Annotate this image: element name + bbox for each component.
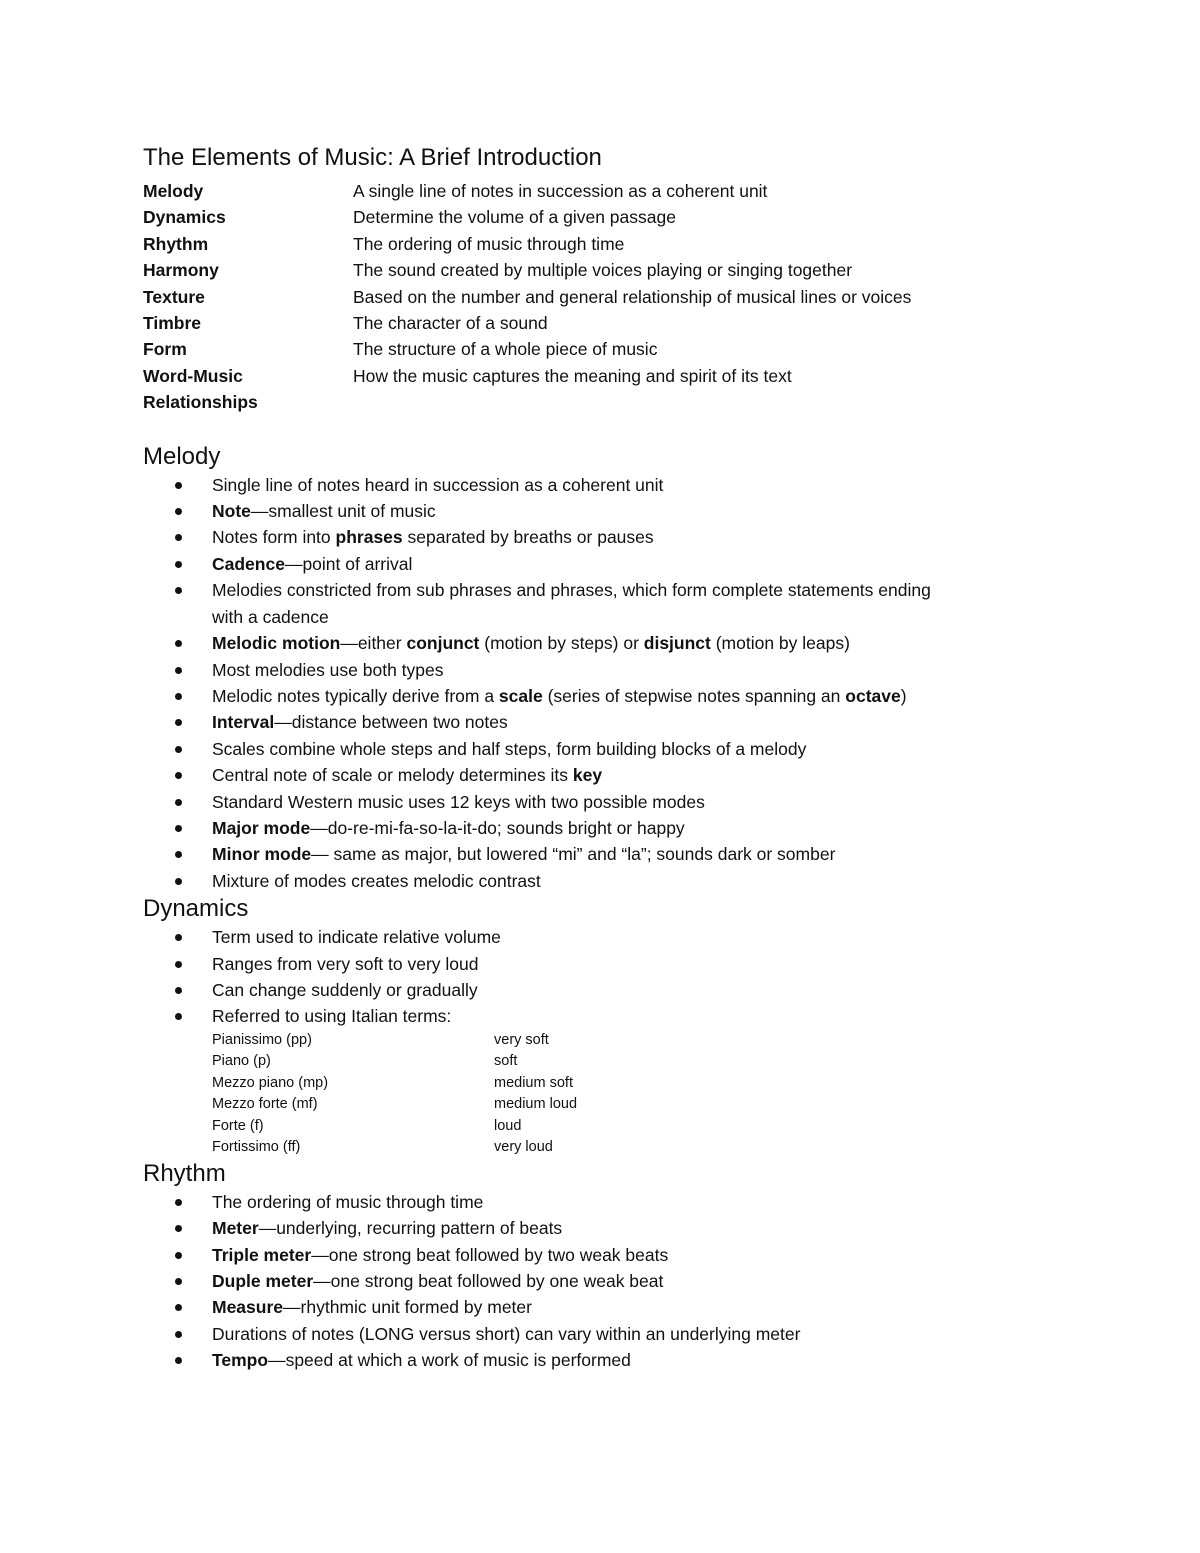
list-item: Can change suddenly or gradually	[143, 977, 1063, 1003]
list-item: Melodies constricted from sub phrases and phrases, which form complete statements ending with a cadence	[143, 577, 1063, 630]
overview-term: Timbre	[143, 313, 202, 334]
overview-definition	[353, 389, 1063, 415]
overview-term: Relationships	[143, 392, 258, 413]
term-row	[212, 1116, 1063, 1138]
list-item: The ordering of music through time	[143, 1189, 1063, 1215]
bullet-icon	[175, 851, 182, 858]
list-item: Measure—rhythmic unit formed by meter	[143, 1294, 1063, 1320]
overview-definition: The ordering of music through time	[353, 233, 625, 254]
melody-list	[143, 472, 1063, 895]
overview-row	[143, 257, 1063, 283]
bullet-icon	[175, 1252, 182, 1259]
bullet-icon	[175, 772, 182, 779]
bullet-icon	[175, 508, 182, 515]
bullet-icon	[175, 719, 182, 726]
list-item: Mixture of modes creates melodic contrast	[143, 868, 1063, 894]
term-meaning: soft	[494, 1053, 518, 1070]
bullet-icon	[175, 1357, 182, 1364]
term-row	[212, 1030, 1063, 1052]
overview-definition: The structure of a whole piece of music	[353, 339, 658, 360]
term-row	[212, 1051, 1063, 1073]
list-item: Meter—underlying, recurring pattern of beats	[143, 1215, 1063, 1241]
bullet-icon	[175, 825, 182, 832]
overview-definition: Determine the volume of a given passage	[353, 207, 676, 228]
overview-row	[143, 389, 1063, 415]
italian-terms-table	[212, 1030, 1063, 1159]
list-item: Melodic motion—either conjunct (motion by steps) or disjunct (motion by leaps)	[143, 630, 1063, 656]
bullet-icon	[175, 746, 182, 753]
document-page	[143, 142, 1063, 1374]
overview-definition: How the music captures the meaning and spirit of its text	[353, 365, 792, 386]
rhythm-heading: Rhythm	[143, 1159, 226, 1187]
list-item: Scales combine whole steps and half steps, form building blocks of a melody	[143, 736, 1063, 762]
term-meaning: very soft	[494, 1031, 549, 1048]
overview-term: Dynamics	[143, 207, 226, 228]
list-item: Most melodies use both types	[143, 657, 1063, 683]
list-item: Minor mode— same as major, but lowered “mi” and “la”; sounds dark or somber	[143, 841, 1063, 867]
term-row	[212, 1094, 1063, 1116]
bullet-icon	[175, 878, 182, 885]
overview-row	[143, 310, 1063, 336]
overview-row	[143, 284, 1063, 310]
overview-term: Form	[143, 339, 187, 360]
list-item: Melodic notes typically derive from a scale (series of stepwise notes spanning an octave)	[143, 683, 1063, 709]
bullet-icon	[175, 961, 182, 968]
italian-term: Mezzo forte (mf)	[212, 1096, 318, 1113]
overview-term: Melody	[143, 181, 204, 201]
bullet-icon	[175, 1278, 182, 1285]
list-item: Referred to using Italian terms:	[143, 1003, 1063, 1029]
overview-row	[143, 204, 1063, 230]
bullet-icon	[175, 667, 182, 674]
bullet-icon	[175, 987, 182, 994]
list-item: Triple meter—one strong beat followed by two weak beats	[143, 1242, 1063, 1268]
melody-heading: Melody	[143, 442, 221, 470]
list-item: Term used to indicate relative volume	[143, 924, 1063, 950]
dynamics-list	[143, 924, 1063, 1030]
term-meaning: loud	[494, 1117, 522, 1134]
list-item: Durations of notes (LONG versus short) can vary within an underlying meter	[143, 1321, 1063, 1347]
term-meaning: very loud	[494, 1139, 553, 1156]
list-item: Cadence—point of arrival	[143, 551, 1063, 577]
italian-term: Pianissimo (pp)	[212, 1031, 312, 1048]
bullet-icon	[175, 1225, 182, 1232]
bullet-icon	[175, 482, 182, 489]
italian-term: Mezzo piano (mp)	[212, 1074, 329, 1091]
term-meaning: medium soft	[494, 1074, 573, 1091]
list-item: Tempo—speed at which a work of music is performed	[143, 1347, 1063, 1373]
overview-definition: Based on the number and general relationship of musical lines or voices	[353, 286, 912, 307]
italian-term: Fortissimo (ff)	[212, 1139, 301, 1156]
bullet-icon	[175, 799, 182, 806]
overview-row	[143, 336, 1063, 362]
overview-row	[143, 363, 1063, 389]
term-row	[212, 1073, 1063, 1095]
list-item: Note—smallest unit of music	[143, 498, 1063, 524]
list-item: Interval—distance between two notes	[143, 709, 1063, 735]
italian-term: Piano (p)	[212, 1053, 271, 1070]
list-item: Central note of scale or melody determines its key	[143, 762, 1063, 788]
dynamics-heading: Dynamics	[143, 895, 249, 923]
italian-term: Forte (f)	[212, 1117, 264, 1134]
overview-definition: A single line of notes in succession as a coherent unit	[353, 181, 768, 201]
list-item: Single line of notes heard in succession as a coherent unit	[143, 472, 1063, 498]
list-item: Major mode—do-re-mi-fa-so-la-it-do; sounds bright or happy	[143, 815, 1063, 841]
document-title: The Elements of Music: A Brief Introduction	[143, 144, 602, 171]
overview-term: Harmony	[143, 260, 219, 281]
bullet-icon	[175, 640, 182, 647]
bullet-icon	[175, 587, 182, 594]
overview-term: Word-Music	[143, 365, 243, 386]
list-item: Duple meter—one strong beat followed by one weak beat	[143, 1268, 1063, 1294]
bullet-icon	[175, 934, 182, 941]
overview-definition: The sound created by multiple voices playing or singing together	[353, 260, 853, 281]
rhythm-list	[143, 1189, 1063, 1374]
term-meaning: medium loud	[494, 1096, 578, 1113]
list-item: Standard Western music uses 12 keys with two possible modes	[143, 789, 1063, 815]
overview-table	[143, 178, 1063, 416]
list-item: Ranges from very soft to very loud	[143, 951, 1063, 977]
term-row	[212, 1137, 1063, 1159]
overview-row	[143, 231, 1063, 257]
overview-row	[143, 178, 1063, 204]
list-item: Notes form into phrases separated by breaths or pauses	[143, 524, 1063, 550]
bullet-icon	[175, 534, 182, 541]
bullet-icon	[175, 561, 182, 568]
bullet-icon	[175, 1199, 182, 1206]
overview-term: Rhythm	[143, 233, 209, 254]
bullet-icon	[175, 693, 182, 700]
bullet-icon	[175, 1304, 182, 1311]
overview-definition: The character of a sound	[353, 313, 548, 334]
overview-term: Texture	[143, 286, 205, 307]
bullet-icon	[175, 1331, 182, 1338]
bullet-icon	[175, 1013, 182, 1020]
